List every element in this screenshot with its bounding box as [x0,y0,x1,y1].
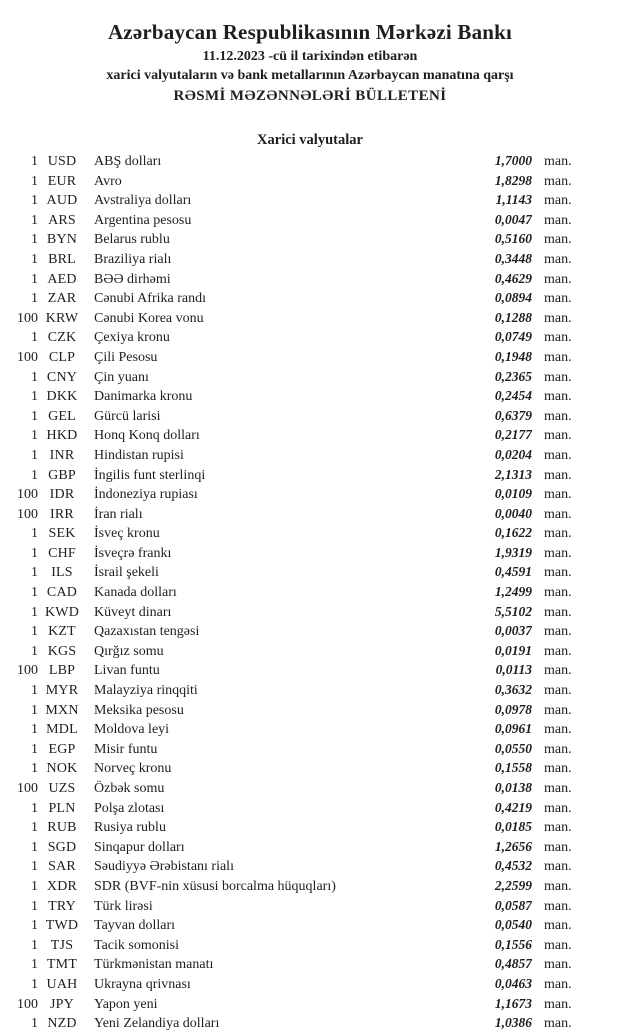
quantity-cell: 1 [31,251,38,267]
currency-name-cell: Cənubi Afrika randı [94,291,206,307]
quantity-cell: 1 [31,1016,38,1032]
quantity-cell: 100 [17,487,38,503]
currency-code-cell: TRY [48,898,76,914]
rate-row [0,289,578,309]
unit-cell: man. [544,800,572,816]
currency-name-cell: Çexiya kronu [94,330,170,346]
rate-row [0,740,578,760]
currency-name-cell: Kanada dolları [94,585,177,601]
quantity-cell: 1 [31,702,38,718]
rate-value-cell: 0,5160 [494,231,532,247]
rate-row [0,250,578,270]
rate-row [0,407,578,427]
unit-cell: man. [544,604,572,620]
rate-value-cell: 0,1556 [494,936,532,952]
currency-name-cell: İngilis funt sterlinqi [94,467,206,483]
quantity-cell: 1 [31,565,38,581]
unit-cell: man. [544,702,572,718]
currency-code-cell: GEL [48,408,76,424]
rate-value-cell: 0,0961 [494,721,532,737]
quantity-cell: 1 [31,526,38,542]
rate-row [0,563,578,583]
rate-row [0,309,578,329]
currency-code-cell: UZS [48,781,76,796]
unit-cell: man. [544,408,572,424]
rate-value-cell: 0,6379 [494,407,532,423]
currency-code-cell: INR [49,447,75,463]
unit-cell: man. [544,643,572,659]
currency-name-cell: Çin yuanı [94,369,149,385]
quantity-cell: 100 [17,781,38,796]
rate-value-cell: 1,1673 [494,995,532,1011]
quantity-cell: 1 [31,173,38,189]
rate-row [0,955,578,975]
rate-row [0,211,578,231]
currency-name-cell: Rusiya rublu [94,820,166,836]
quantity-cell: 100 [17,663,38,679]
currency-code-cell: AED [47,271,77,287]
unit-cell: man. [544,154,572,169]
quantity-cell: 1 [31,291,38,307]
rate-row [0,505,578,525]
currency-name-cell: Livan funtu [94,663,160,679]
rate-row [0,387,578,407]
rate-row [0,642,578,662]
quantity-cell: 1 [31,976,38,992]
quantity-cell: 1 [31,800,38,816]
currency-name-cell: Sinqapur dolları [94,839,185,855]
currency-name-cell: Gürcü larisi [94,408,161,424]
currency-name-cell: Polşa zlotası [94,800,165,816]
rate-value-cell: 0,0047 [494,211,532,227]
currency-code-cell: NOK [46,761,78,777]
currency-name-cell: İran rialı [94,506,143,522]
currency-code-cell: LBP [48,663,76,679]
currency-code-cell: KWD [44,604,80,620]
currency-name-cell: Çili Pesosu [94,349,158,365]
unit-cell: man. [544,291,572,307]
currency-code-cell: CAD [46,585,78,601]
rate-row [0,759,578,779]
quantity-cell: 1 [31,839,38,855]
rates-table-body [0,152,578,1034]
rate-value-cell: 0,0749 [494,329,532,345]
rate-row [0,799,578,819]
unit-cell: man. [544,976,572,992]
currency-code-cell: CZK [47,330,77,346]
unit-cell: man. [544,663,572,679]
quantity-cell: 1 [31,389,38,405]
quantity-cell: 1 [31,741,38,757]
rate-value-cell: 0,1948 [494,348,532,364]
rate-row [0,270,578,290]
rate-row [0,916,578,936]
currency-name-cell: Norveç kronu [94,761,172,777]
currency-name-cell: Səudiyyə Ərəbistanı rialı [94,859,234,875]
currency-name-cell: Avro [94,173,122,189]
unit-cell: man. [544,369,572,385]
currency-name-cell: İndoneziya rupiası [94,487,198,503]
unit-cell: man. [544,526,572,542]
quantity-cell: 1 [31,545,38,561]
rate-row [0,426,578,446]
unit-cell: man. [544,487,572,503]
rate-row [0,838,578,858]
currency-name-cell: Honq Konq dolları [94,428,200,444]
currency-code-cell: BRL [48,251,76,267]
currency-code-cell: ZAR [47,291,77,307]
effective-date-line: 11.12.2023 -cü il tarixindən etibarən [202,49,418,64]
unit-cell: man. [544,624,572,640]
quantity-cell: 1 [31,604,38,620]
unit-cell: man. [544,310,572,326]
rate-value-cell: 0,0113 [495,662,532,678]
unit-cell: man. [544,741,572,757]
unit-cell: man. [544,447,572,463]
unit-cell: man. [544,859,572,875]
rate-row [0,485,578,505]
unit-cell: man. [544,585,572,601]
unit-cell: man. [544,232,572,248]
rate-value-cell: 0,0037 [494,623,532,639]
quantity-cell: 1 [31,447,38,463]
rate-row [0,936,578,956]
currency-code-cell: CNY [46,369,78,385]
currency-name-cell: Danimarka kronu [94,389,193,405]
rate-row [0,446,578,466]
rate-row [0,818,578,838]
document-header [0,0,620,105]
rate-row [0,720,578,740]
currency-code-cell: SEK [48,526,76,542]
rate-value-cell: 0,0109 [494,486,532,502]
currency-code-cell: AUD [46,193,78,209]
quantity-cell: 1 [31,232,38,248]
rate-value-cell: 1,2656 [494,838,532,854]
currency-code-cell: USD [47,154,77,169]
currency-name-cell: Türk lirəsi [94,898,153,914]
currency-code-cell: EUR [47,173,77,189]
currency-name-cell: İsrail şekeli [94,565,159,581]
currency-name-cell: Tayvan dolları [94,918,176,934]
rate-value-cell: 0,4591 [494,564,532,580]
rate-row [0,603,578,623]
rate-value-cell: 1,9319 [494,544,532,560]
unit-cell: man. [544,545,572,561]
rate-value-cell: 0,0040 [494,505,532,521]
currency-code-cell: TJS [50,937,74,953]
quantity-cell: 1 [31,212,38,228]
rate-value-cell: 5,5102 [494,603,532,619]
rate-value-cell: 1,2499 [494,584,532,600]
rate-value-cell: 0,2177 [494,427,532,443]
rate-value-cell: 0,4629 [494,270,532,286]
unit-cell: man. [544,839,572,855]
rate-value-cell: 0,1622 [494,525,532,541]
bank-title: Azərbaycan Respublikasının Mərkəzi Bankı [107,20,513,44]
quantity-cell: 1 [31,369,38,385]
rate-row [0,995,578,1015]
rate-value-cell: 0,1558 [494,760,532,776]
bulletin-title: RƏSMİ MƏZƏNNƏLƏRİ BÜLLETENİ [173,88,447,104]
currency-name-cell: Yeni Zelandiya dolları [94,1016,220,1032]
currency-name-cell: İsveç kronu [94,526,160,542]
quantity-cell: 1 [31,271,38,287]
unit-cell: man. [544,898,572,914]
quantity-cell: 1 [31,193,38,209]
rate-value-cell: 0,2454 [494,388,532,404]
rate-row [0,328,578,348]
currency-code-cell: KZT [48,624,76,640]
quantity-cell: 1 [31,898,38,914]
currency-code-cell: TMT [46,957,78,973]
currency-name-cell: Avstraliya dolları [94,193,192,209]
currency-name-cell: Hindistan rupisi [94,447,184,463]
currency-code-cell: XDR [46,878,78,894]
rate-value-cell: 1,7000 [494,153,532,168]
rate-value-cell: 0,0587 [494,897,532,913]
quantity-cell: 1 [31,937,38,953]
currency-name-cell: BƏƏ dirhəmi [94,271,171,287]
quantity-cell: 1 [31,820,38,836]
rate-row [0,152,578,172]
currency-name-cell: Belarus rublu [94,232,170,248]
rate-row [0,975,578,995]
quantity-cell: 100 [17,506,38,522]
unit-cell: man. [544,565,572,581]
currency-name-cell: Meksika pesosu [94,702,184,718]
rate-row [0,897,578,917]
quantity-cell: 1 [31,624,38,640]
quantity-cell: 1 [31,878,38,894]
currency-code-cell: MYR [45,683,79,699]
currency-code-cell: KRW [45,310,79,326]
document-subtitle: xarici valyutaların və bank metallarının Azərbaycan manatına qarşı [106,68,514,83]
currency-name-cell: Tacik somonisi [94,937,179,953]
rate-value-cell: 0,3632 [494,682,532,698]
unit-cell: man. [544,996,572,1012]
unit-cell: man. [544,722,572,738]
quantity-cell: 100 [17,310,38,326]
quantity-cell: 1 [31,467,38,483]
rate-value-cell: 0,0550 [494,740,532,756]
currency-name-cell: SDR (BVF-nin xüsusi borcalma hüquqları) [94,878,336,894]
unit-cell: man. [544,193,572,209]
rate-value-cell: 0,4857 [494,956,532,972]
unit-cell: man. [544,781,572,796]
unit-cell: man. [544,173,572,189]
currency-code-cell: RUB [47,820,77,836]
rate-value-cell: 0,0894 [494,290,532,306]
currency-code-cell: UAH [46,976,78,992]
rate-value-cell: 0,2365 [494,368,532,384]
rate-row [0,544,578,564]
currency-code-cell: MXN [45,702,79,718]
rate-row [0,583,578,603]
unit-cell: man. [544,957,572,973]
rate-value-cell: 0,0540 [494,917,532,933]
quantity-cell: 1 [31,683,38,699]
exchange-rates-table [0,152,578,1034]
quantity-cell: 1 [31,643,38,659]
currency-code-cell: MDL [46,722,78,738]
currency-name-cell: Özbək somu [94,781,165,796]
rate-value-cell: 2,1313 [494,466,532,482]
rate-row [0,524,578,544]
quantity-cell: 1 [31,154,38,169]
currency-code-cell: CLP [48,349,76,365]
quantity-cell: 100 [17,996,38,1012]
currency-name-cell: Ukrayna qrivnası [94,976,191,992]
currency-name-cell: Türkmənistan manatı [94,957,214,973]
currency-code-cell: SGD [47,839,77,855]
currency-name-cell: Qazaxıstan tengəsi [94,624,200,640]
currency-code-cell: HKD [46,428,78,444]
unit-cell: man. [544,467,572,483]
unit-cell: man. [544,878,572,894]
rate-row [0,661,578,681]
currency-code-cell: KGS [47,643,77,659]
rate-value-cell: 1,1143 [495,192,532,208]
rate-value-cell: 0,0463 [494,975,532,991]
rate-row [0,466,578,486]
rate-row [0,191,578,211]
unit-cell: man. [544,349,572,365]
rate-row [0,622,578,642]
currency-code-cell: CHF [48,545,76,561]
currency-name-cell: ABŞ dolları [94,154,162,169]
currency-name-cell: Malayziya rinqqiti [94,683,198,699]
quantity-cell: 100 [17,349,38,365]
unit-cell: man. [544,937,572,953]
currency-name-cell: Küveyt dinarı [94,604,172,620]
currency-code-cell: BYN [46,232,78,248]
rate-value-cell: 2,2599 [494,877,532,893]
quantity-cell: 1 [31,761,38,777]
rate-value-cell: 1,0386 [494,1015,532,1031]
unit-cell: man. [544,683,572,699]
currency-name-cell: Braziliya rialı [94,251,172,267]
unit-cell: man. [544,389,572,405]
quantity-cell: 1 [31,428,38,444]
currency-code-cell: SAR [48,859,76,875]
quantity-cell: 1 [31,957,38,973]
unit-cell: man. [544,761,572,777]
unit-cell: man. [544,251,572,267]
rate-value-cell: 0,3448 [494,250,532,266]
rate-value-cell: 1,8298 [494,172,532,188]
currency-code-cell: EGP [48,741,76,757]
quantity-cell: 1 [31,722,38,738]
currency-code-cell: IRR [50,506,74,522]
rate-row [0,348,578,368]
rate-value-cell: 0,0185 [494,819,532,835]
rate-value-cell: 0,4219 [494,799,532,815]
rate-value-cell: 0,0138 [494,780,532,795]
currency-name-cell: Cənubi Korea vonu [94,310,204,326]
currency-code-cell: JPY [50,996,74,1012]
currency-name-cell: Moldova leyi [94,722,170,738]
currency-name-cell: Argentina pesosu [94,212,192,228]
rate-row [0,701,578,721]
quantity-cell: 1 [31,585,38,601]
rate-value-cell: 0,0978 [494,701,532,717]
rate-value-cell: 0,0204 [494,446,532,462]
currency-code-cell: IDR [49,487,75,503]
section-title-foreign-currencies: Xarici valyutalar [257,132,363,148]
currency-code-cell: PLN [48,800,76,816]
unit-cell: man. [544,271,572,287]
quantity-cell: 1 [31,408,38,424]
rate-value-cell: 0,4532 [494,858,532,874]
rate-value-cell: 0,1288 [494,309,532,325]
unit-cell: man. [544,330,572,346]
unit-cell: man. [544,212,572,228]
currency-code-cell: GBP [48,467,76,483]
currency-name-cell: Yapon yeni [94,996,158,1012]
currency-name-cell: Misir funtu [94,741,158,757]
currency-code-cell: DKK [46,389,78,405]
quantity-cell: 1 [31,859,38,875]
rate-row [0,368,578,388]
rate-row [0,681,578,701]
rate-row [0,857,578,877]
currency-name-cell: Qırğız somu [94,643,164,659]
currency-code-cell: TWD [45,918,79,934]
rate-row [0,230,578,250]
rate-row [0,1014,578,1034]
unit-cell: man. [544,506,572,522]
rate-row [0,172,578,192]
quantity-cell: 1 [31,918,38,934]
quantity-cell: 1 [31,330,38,346]
rate-value-cell: 0,0191 [494,642,532,658]
unit-cell: man. [544,918,572,934]
rate-row [0,877,578,897]
currency-name-cell: İsveçrə frankı [94,545,172,561]
unit-cell: man. [544,820,572,836]
unit-cell: man. [544,1016,572,1032]
currency-code-cell: ARS [48,212,76,228]
rate-row [0,779,578,799]
unit-cell: man. [544,428,572,444]
currency-code-cell: ILS [51,565,73,581]
currency-code-cell: NZD [47,1016,77,1032]
